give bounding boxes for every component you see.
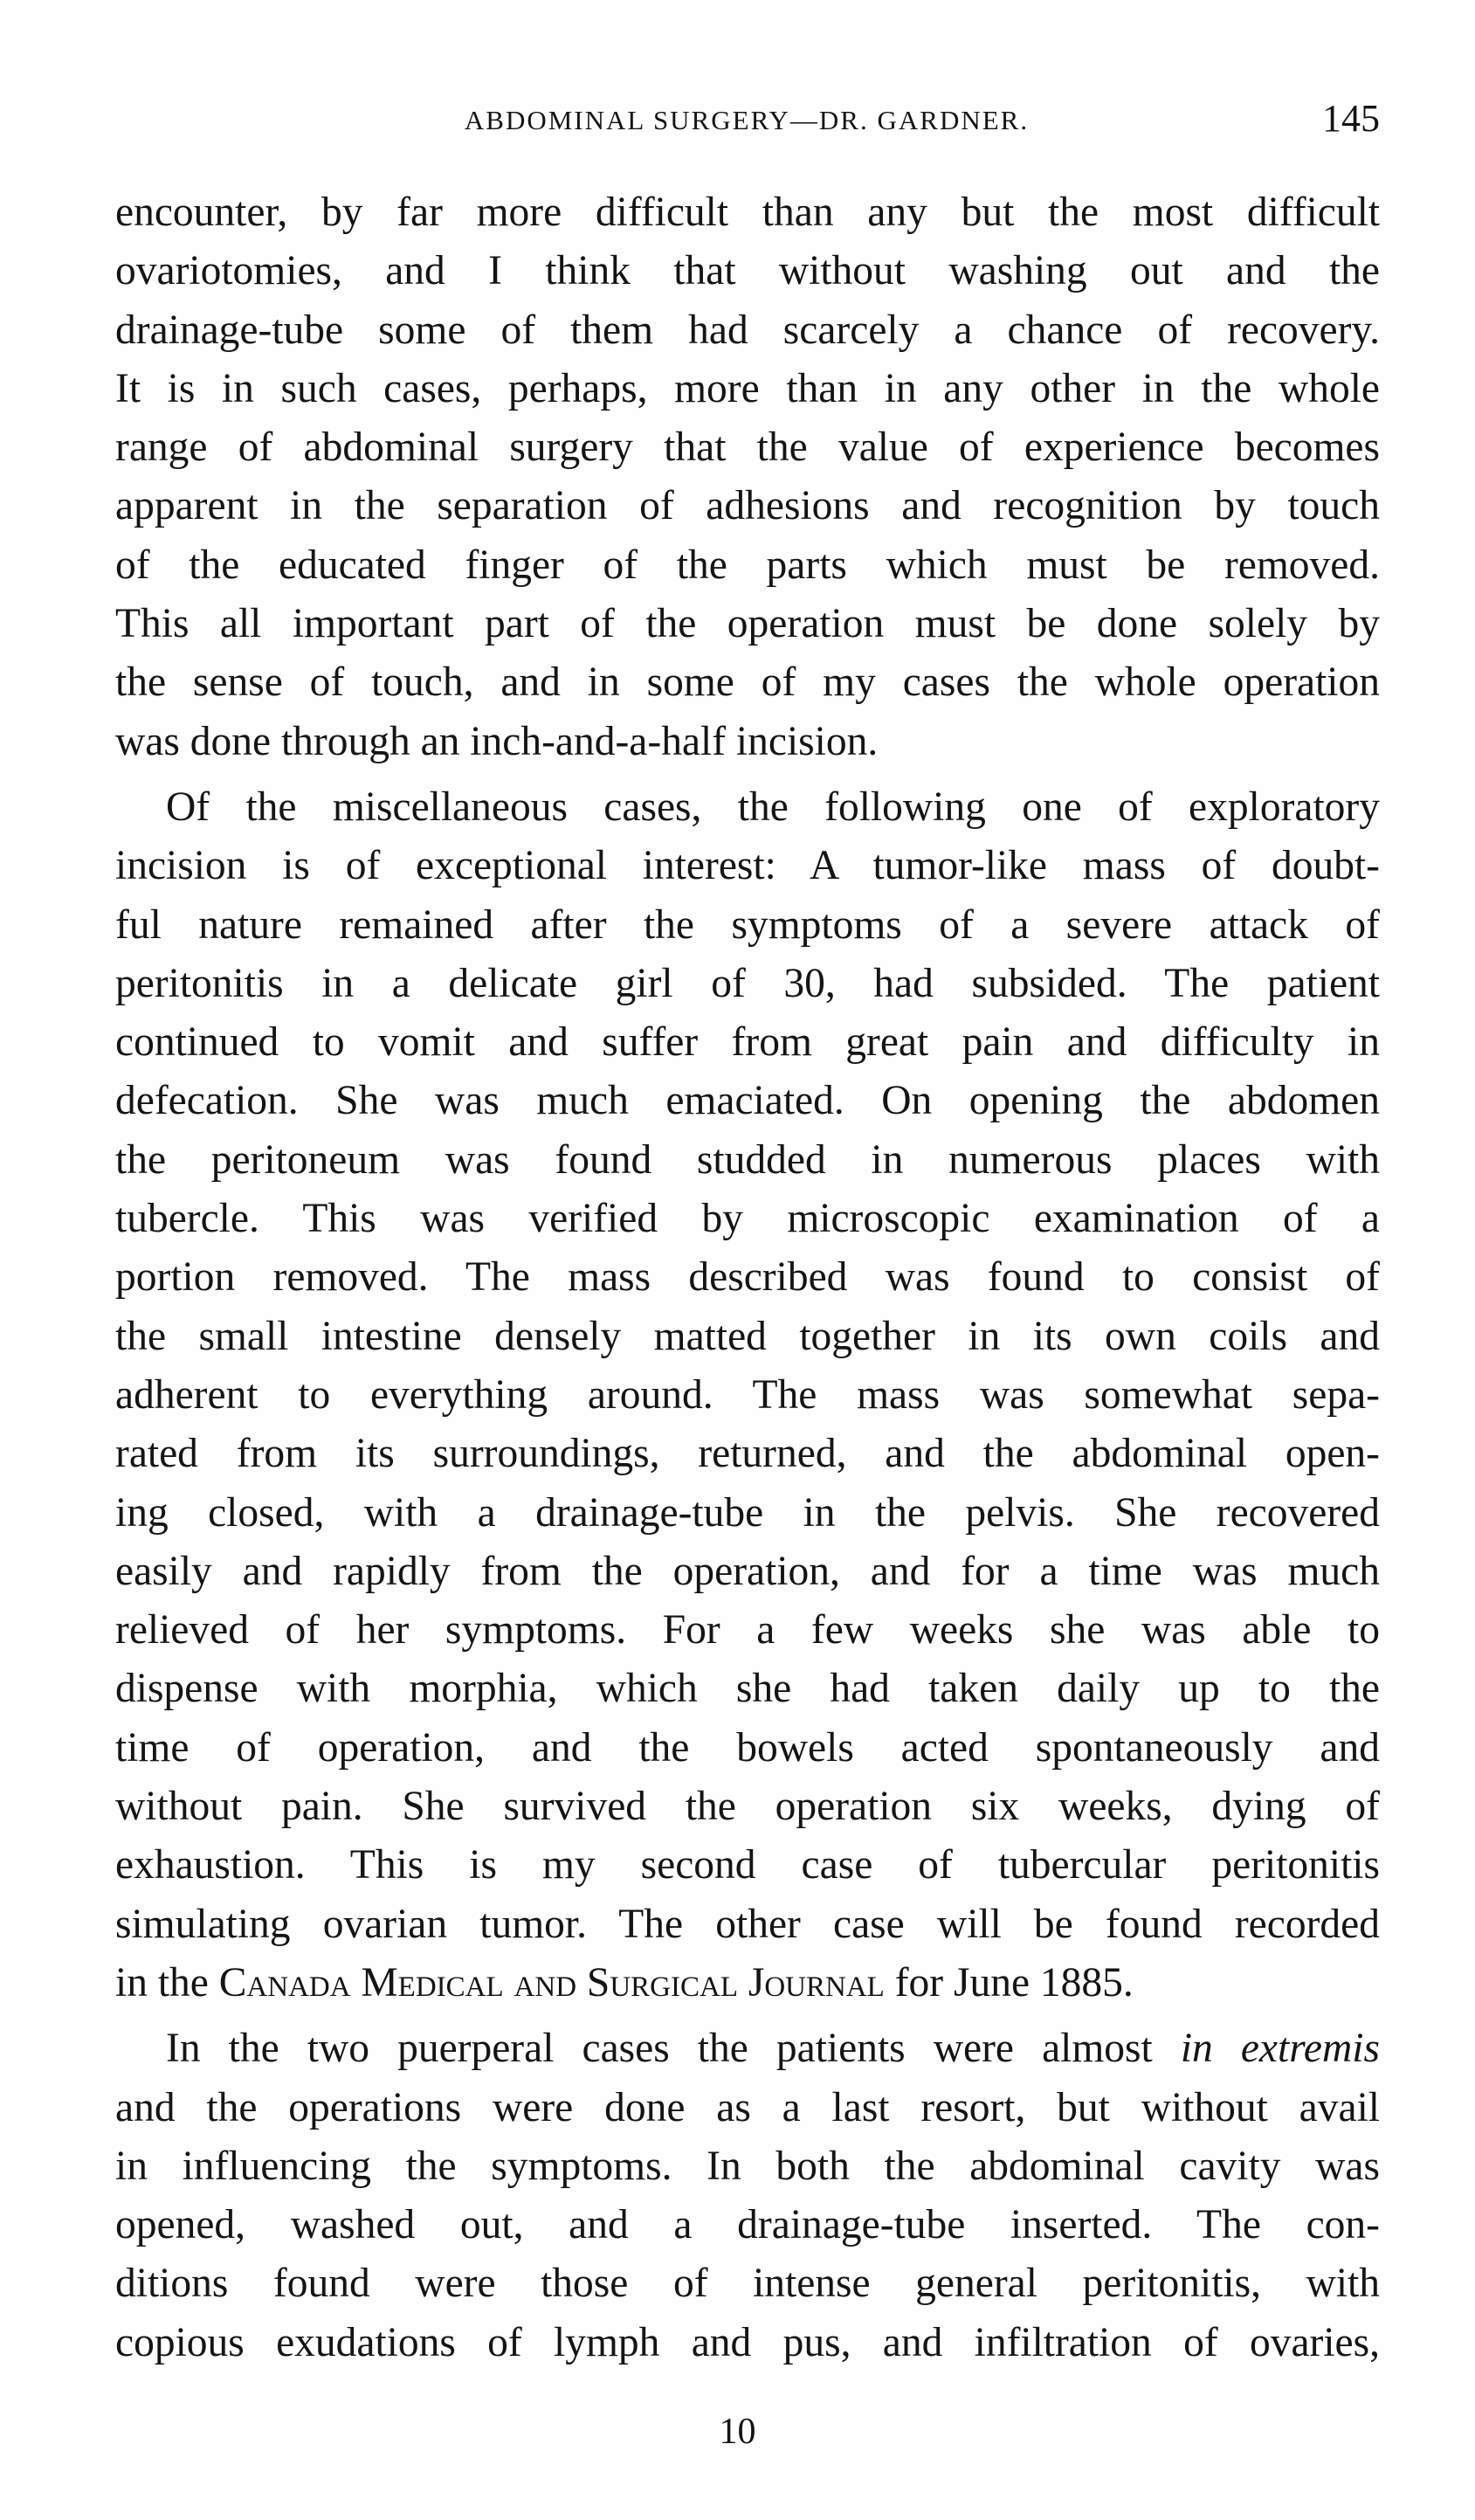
- paragraph-continued: [115, 183, 1380, 771]
- text-line: the small intestine densely matted together in its own coils and: [115, 1313, 1380, 1359]
- running-head: ABDOMINAL SURGERY—DR. GARDNER.: [464, 105, 1030, 135]
- text-line: was done through an inch-and-a-half incision.: [115, 718, 879, 764]
- text-line: In the two puerperal cases the patients were almost in extremis: [166, 2026, 1380, 2072]
- signature-mark: 10: [719, 2412, 756, 2452]
- text-line-journal-citation: in the Canada Medical and Surgical Journal for June 1885.: [115, 1959, 1134, 2006]
- page-header: [114, 94, 1380, 147]
- text-line: rated from its surroundings, returned, and the abdominal open-: [115, 1431, 1380, 1477]
- text-line: continued to vomit and suffer from great pain and difficulty in: [115, 1019, 1380, 1066]
- text-line: copious exudations of lymph and pus, and infiltration of ovaries,: [115, 2319, 1380, 2365]
- text-line: peritonitis in a delicate girl of 30, had subsided. The patient: [115, 960, 1380, 1006]
- text-line: dispense with morphia, which she had taken daily up to the: [115, 1666, 1380, 1712]
- text-line: ing closed, with a drainage-tube in the pelvis. She recovered: [115, 1489, 1380, 1536]
- text-line: Of the miscellaneous cases, the following one of exploratory: [166, 784, 1380, 830]
- text-line: range of abdominal surgery that the value of experience becomes: [115, 425, 1380, 471]
- text-line: and the operations were done as a last resort, but without avail: [115, 2084, 1380, 2130]
- text-line: simulating ovarian tumor. The other case will be found recorded: [115, 1901, 1380, 1947]
- italic-phrase: in extremis: [1180, 2026, 1380, 2072]
- text-line: encounter, by far more difficult than any but the most difficult: [115, 190, 1380, 235]
- text-line: portion removed. The mass described was found to consist of: [115, 1254, 1380, 1301]
- text-line: This all important part of the operation must be done solely by: [115, 601, 1380, 647]
- page-number: 145: [1322, 97, 1380, 140]
- text-line: tubercle. This was verified by microscopic examination of a: [115, 1196, 1380, 1242]
- journal-title: Canada Medical and Surgical Journal: [218, 1959, 885, 2006]
- text-line: of the educated finger of the parts which must be removed.: [115, 542, 1380, 588]
- text-line: in influencing the symptoms. In both the abdominal cavity was: [115, 2143, 1380, 2189]
- text-line: relieved of her symptoms. For a few weeks she was able to: [115, 1607, 1380, 1654]
- text-line: It is in such cases, perhaps, more than in any other in the whole: [115, 365, 1380, 411]
- text-line: ditions found were those of intense general peritonitis, with: [115, 2261, 1380, 2307]
- text-line: adherent to everything around. The mass was somewhat sepa-: [115, 1371, 1380, 1418]
- paragraph-puerperal-cases: [115, 2019, 1380, 2372]
- text-line: ovariotomies, and I think that without washing out and the: [115, 248, 1380, 294]
- text-line: easily and rapidly from the operation, and for a time was much: [115, 1548, 1380, 1594]
- text-line: time of operation, and the bowels acted spontaneously and: [115, 1724, 1380, 1771]
- text-line: exhaustion. This is my second case of tubercular peritonitis: [115, 1842, 1380, 1888]
- text-line: drainage-tube some of them had scarcely a chance of recovery.: [115, 307, 1380, 353]
- text-line: apparent in the separation of adhesions and recognition by touch: [115, 483, 1380, 529]
- text-line: ful nature remained after the symptoms of a severe attack of: [115, 901, 1380, 948]
- text-line: the peritoneum was found studded in numerous places with: [115, 1136, 1380, 1183]
- body-text: [115, 183, 1380, 2372]
- paragraph-exploratory-case: [115, 778, 1380, 2013]
- text-line: without pain. She survived the operation six weeks, dying of: [115, 1784, 1380, 1830]
- text-line: the sense of touch, and in some of my cases the whole operation: [115, 659, 1380, 706]
- text-line: opened, washed out, and a drainage-tube inserted. The con-: [115, 2202, 1380, 2248]
- text-line: incision is of exceptional interest: A tumor-like mass of doubt-: [115, 843, 1380, 889]
- text-line: defecation. She was much emaciated. On opening the abdomen: [115, 1078, 1380, 1124]
